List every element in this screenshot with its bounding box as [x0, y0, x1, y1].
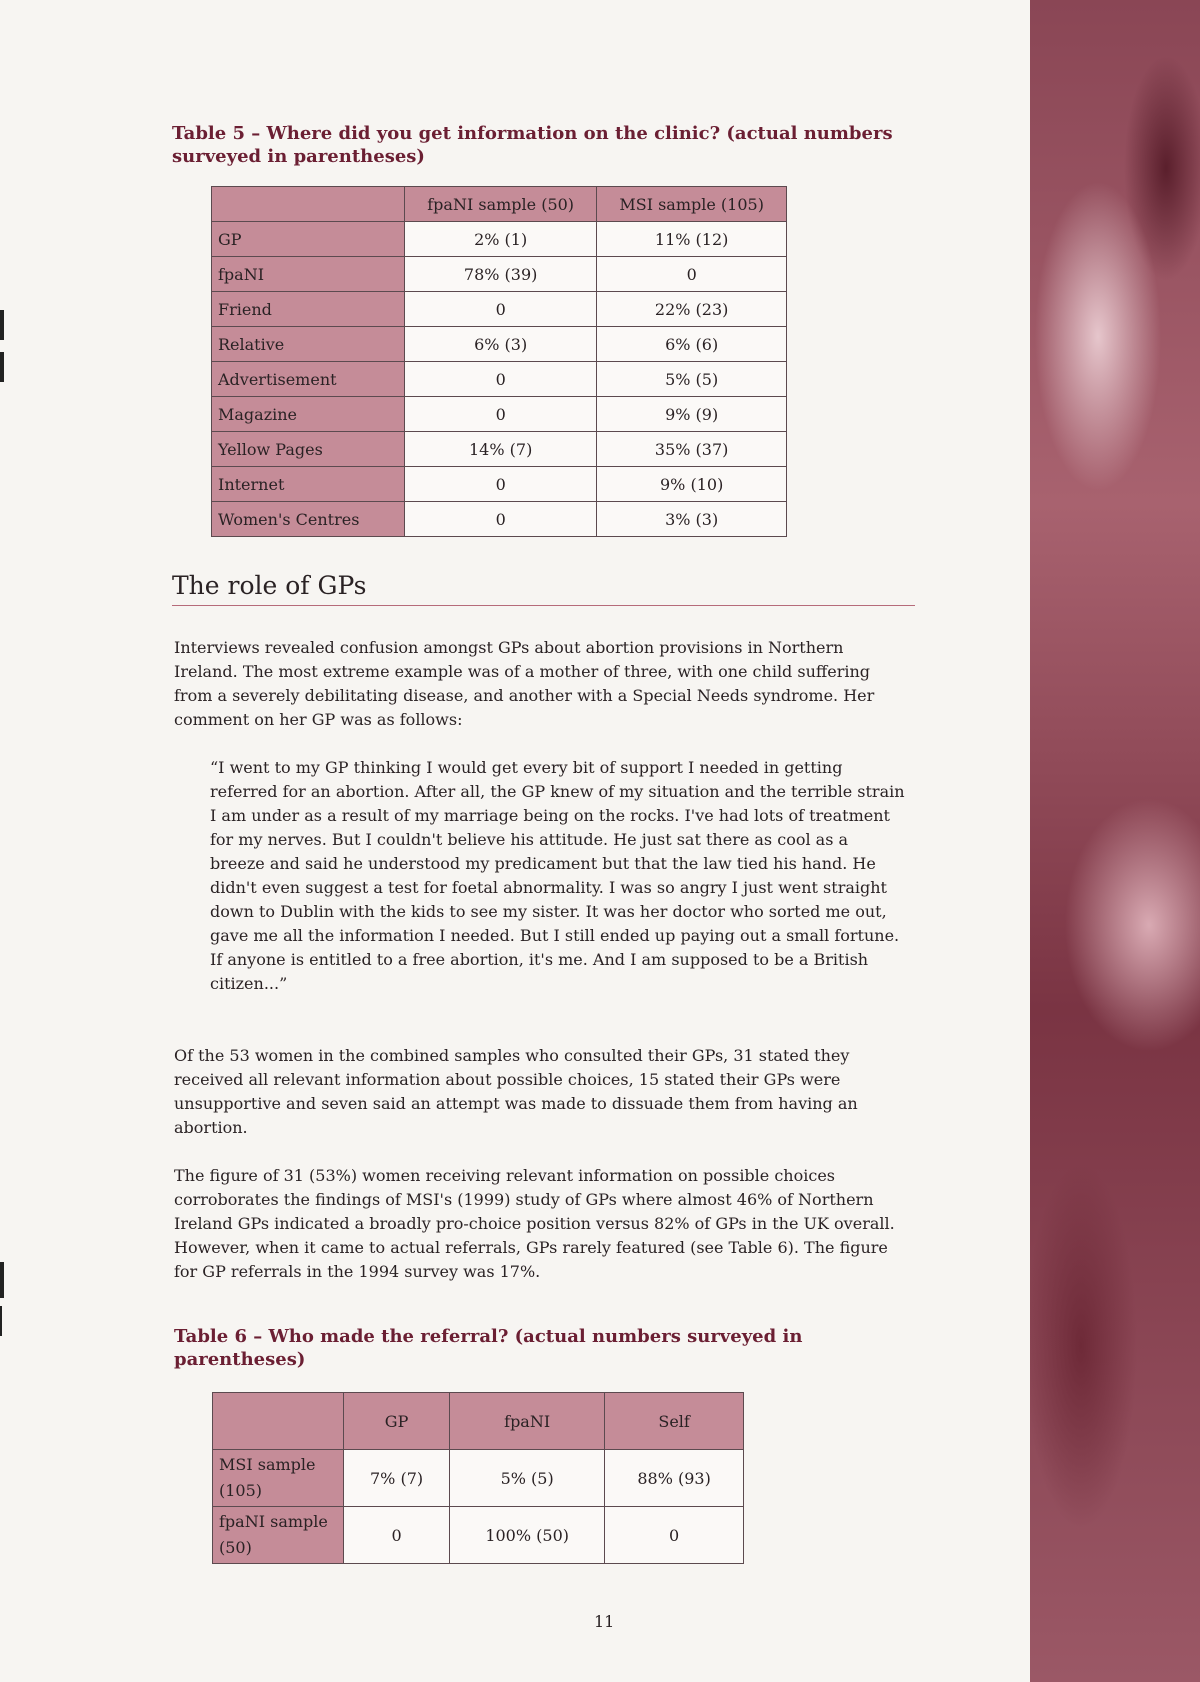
table6-header-fpani: fpaNI — [450, 1393, 605, 1450]
fpani-value: 0 — [405, 292, 597, 327]
decorative-art-panel — [1030, 0, 1200, 1682]
fpani-value: 14% (7) — [405, 432, 597, 467]
row-label: Internet — [212, 467, 405, 502]
table5-header-fpani: fpaNI sample (50) — [405, 187, 597, 222]
table6-caption: Table 6 – Who made the referral? (actual numbers surveyed in parentheses) — [174, 1326, 803, 1370]
table6-header-row — [213, 1393, 744, 1450]
msi-value: 0 — [597, 257, 787, 292]
fpani-value: 0 — [405, 397, 597, 432]
paragraph-figure: The figure of 31 (53%) women receiving relevant information on possible choices corroborates the findings of MSI's (1999) study of GPs where almost 46% of Northern Ireland GPs indicated a broadly pro-choice position versus 82% of GPs in the UK overall. However, when it came to actual referrals, GPs rarely featured (see Table 6). The figure for GP referrals in the 1994 survey was 17%. — [174, 1166, 895, 1281]
row-label: fpaNI — [212, 257, 405, 292]
table-row — [213, 1507, 744, 1564]
gp-value: 7% (7) — [344, 1450, 450, 1507]
table-row — [212, 432, 787, 467]
msi-value: 9% (10) — [597, 467, 787, 502]
table-row — [213, 1450, 744, 1507]
msi-value: 5% (5) — [597, 362, 787, 397]
self-value: 0 — [605, 1507, 744, 1564]
table-row — [212, 397, 787, 432]
heading-rule — [172, 605, 915, 606]
table-row — [212, 362, 787, 397]
table6-header-blank — [213, 1393, 344, 1450]
gp-value: 0 — [344, 1507, 450, 1564]
row-label: Yellow Pages — [212, 432, 405, 467]
table-row — [212, 467, 787, 502]
fpani-value: 0 — [405, 467, 597, 502]
table6-header-gp: GP — [344, 1393, 450, 1450]
table6-header-self: Self — [605, 1393, 744, 1450]
section-heading: The role of GPs — [172, 571, 367, 600]
row-label: Women's Centres — [212, 502, 405, 537]
row-label: Relative — [212, 327, 405, 362]
row-label: Magazine — [212, 397, 405, 432]
binding-mark — [0, 310, 4, 340]
table6 — [212, 1392, 744, 1564]
msi-value: 22% (23) — [597, 292, 787, 327]
table-row — [212, 292, 787, 327]
binding-mark — [0, 352, 4, 382]
msi-value: 9% (9) — [597, 397, 787, 432]
table5-header-msi: MSI sample (105) — [597, 187, 787, 222]
table-row — [212, 502, 787, 537]
fpani-value: 0 — [405, 362, 597, 397]
table-row — [212, 327, 787, 362]
row-label: Advertisement — [212, 362, 405, 397]
table-row — [212, 222, 787, 257]
fpani-value: 5% (5) — [450, 1450, 605, 1507]
page-number: 11 — [594, 1612, 615, 1631]
row-label: GP — [212, 222, 405, 257]
paragraph-intro: Interviews revealed confusion amongst GPs about abortion provisions in Northern Ireland. The most extreme example was of a mother of three, with one child suffering from a severely debilitating disease, and another with a Special Needs syndrome. Her comment on her GP was as follows: — [174, 638, 875, 729]
msi-value: 11% (12) — [597, 222, 787, 257]
msi-value: 6% (6) — [597, 327, 787, 362]
fpani-value: 2% (1) — [405, 222, 597, 257]
binding-mark — [0, 1262, 4, 1298]
table5 — [211, 186, 787, 537]
table5-header-row — [212, 187, 787, 222]
msi-value: 3% (3) — [597, 502, 787, 537]
msi-value: 35% (37) — [597, 432, 787, 467]
row-label: Friend — [212, 292, 405, 327]
row-label: MSI sample (105) — [213, 1450, 344, 1507]
fpani-value: 100% (50) — [450, 1507, 605, 1564]
row-label: fpaNI sample (50) — [213, 1507, 344, 1564]
paragraph-consulted: Of the 53 women in the combined samples who consulted their GPs, 31 stated they received all relevant information about possible choices, 15 stated their GPs were unsupportive and seven said an attempt was made to dissuade them from having an abortion. — [174, 1046, 858, 1137]
binding-mark — [0, 1306, 2, 1336]
table5-caption: Table 5 – Where did you get information on the clinic? (actual numbers surveyed in parentheses) — [172, 123, 893, 167]
self-value: 88% (93) — [605, 1450, 744, 1507]
gp-quote: “I went to my GP thinking I would get every bit of support I needed in getting referred for an abortion. After all, the GP knew of my situation and the terrible strain I am under as a result of my marriage being on the rocks. I've had lots of treatment for my nerves. But I couldn't believe his attitude. He just sat there as cool as a breeze and said he understood my predicament but that the law tied his hand. He didn't even suggest a test for foetal abnormality. I was so angry I just went straight down to Dublin with the kids to see my sister. It was her doctor who sorted me out, gave me all the information I needed. But I still ended up paying out a small fortune. If anyone is entitled to a free abortion, it's me. And I am supposed to be a British citizen...” — [210, 758, 905, 993]
fpani-value: 78% (39) — [405, 257, 597, 292]
fpani-value: 6% (3) — [405, 327, 597, 362]
table5-header-blank — [212, 187, 405, 222]
fpani-value: 0 — [405, 502, 597, 537]
table-row — [212, 257, 787, 292]
